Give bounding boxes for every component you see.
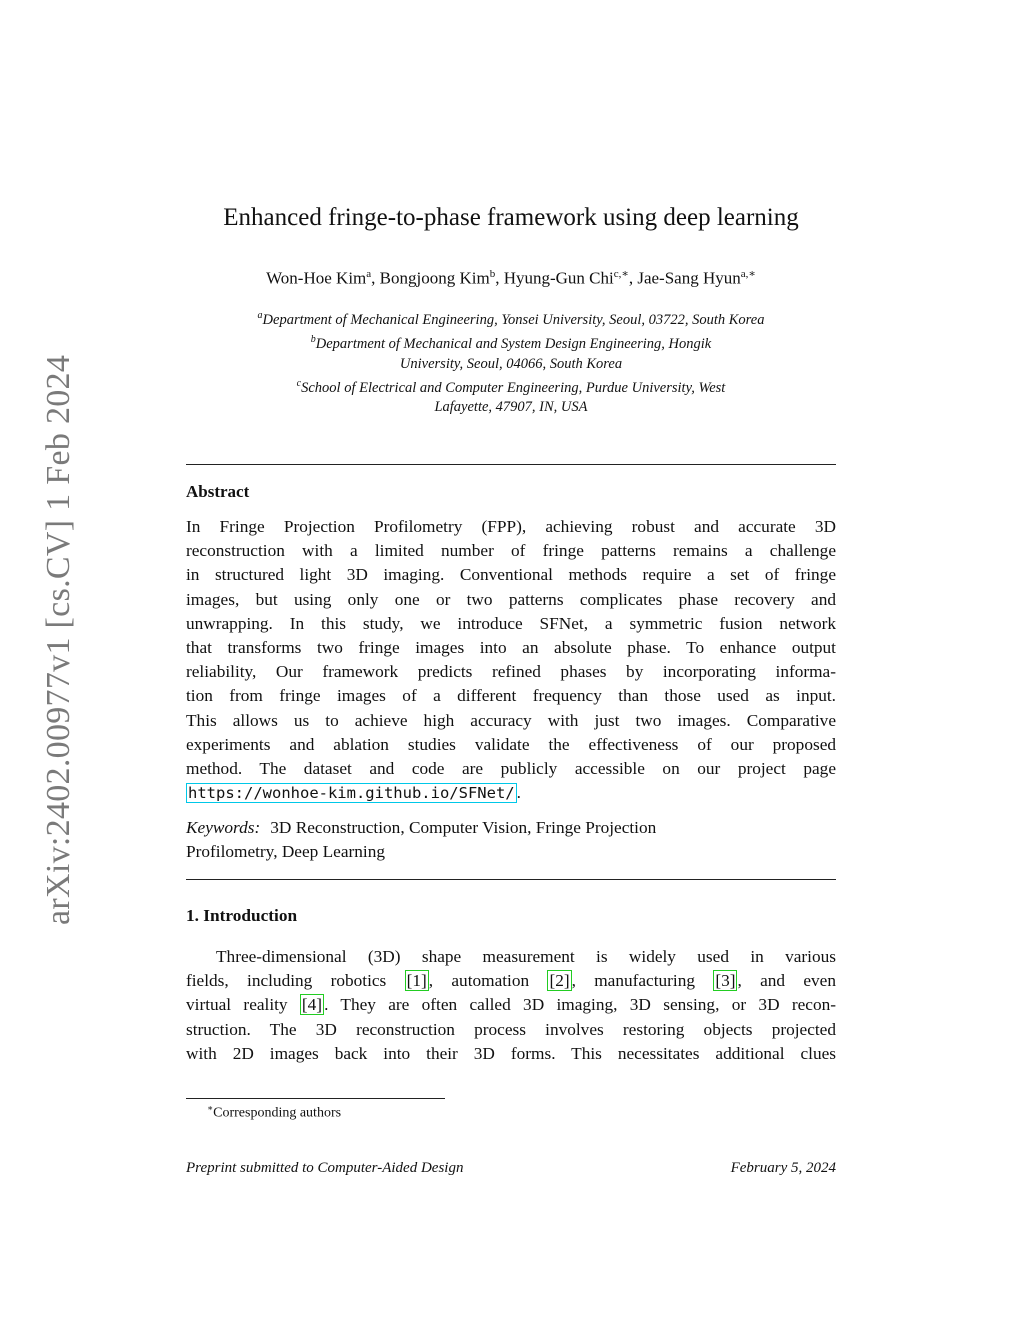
abstract-top-rule [186, 464, 836, 465]
intro-text: virtual reality [186, 995, 300, 1015]
intro-line: with 2D images back into their 3D forms. This necessitates additional clues [186, 1043, 836, 1063]
abstract-line: reliability, Our framework predicts refined phases by incorporating informa- [186, 662, 836, 682]
abstract-line: that transforms two fringe images into an absolute phase. To enhance output [186, 638, 836, 658]
footnote-rule [186, 1098, 445, 1099]
intro-line: Three-dimensional (3D) shape measurement is widely used in various [216, 947, 836, 966]
author-separator: , [495, 268, 504, 288]
affiliation-text: Department of Mechanical and System Design Engineering, Hongik [315, 335, 712, 352]
footer-date: February 5, 2024 [730, 1160, 836, 1176]
intro-text: . They are often called 3D imaging, 3D sensing, or 3D recon- [324, 995, 837, 1015]
abstract-line: experiments and ablation studies validate the effectiveness of our proposed [186, 734, 836, 754]
citation-link[interactable]: [2] [549, 971, 570, 991]
author-name: Bongjoong Kim [379, 268, 490, 288]
author-affiliation-mark: b [489, 268, 496, 280]
author-name: Won-Hoe Kim [266, 268, 367, 288]
affiliation-c [186, 374, 836, 398]
footnote [207, 1103, 341, 1122]
abstract-text [186, 515, 836, 805]
footnote-mark: ∗ [207, 1103, 214, 1113]
introduction-heading: 1. Introduction [186, 906, 298, 925]
abstract-line: reconstruction with a limited number of fringe patterns remains a challenge [186, 541, 836, 561]
affiliation-a [186, 306, 836, 330]
intro-text: , automation [428, 971, 548, 991]
intro-text: , manufacturing [571, 971, 714, 991]
abstract-line: method. The dataset and code are publicly accessible on our project page [186, 759, 836, 779]
abstract-line: tion from fringe images of a different frequency than those used as input. [186, 686, 836, 706]
intro-text: fields, including robotics [186, 971, 405, 991]
author-affiliation-mark: a,∗ [740, 268, 756, 280]
affiliation-b-continued: University, Seoul, 04066, South Korea [399, 355, 623, 372]
footer-journal: Preprint submitted to Computer-Aided Design [186, 1160, 464, 1176]
abstract-line: images, but using only one or two patterns complicates phase recovery and [186, 589, 836, 609]
keywords-label: Keywords: [186, 818, 261, 837]
abstract-url-suffix: . [516, 783, 521, 803]
paper-title: Enhanced fringe-to-phase framework using deep learning [223, 204, 799, 231]
abstract-line: in structured light 3D imaging. Conventional methods require a set of fringe [186, 565, 836, 585]
intro-line: struction. The 3D reconstruction process involves restoring objects projected [186, 1019, 836, 1039]
affiliation-mark: b [310, 333, 316, 345]
introduction-text [186, 945, 836, 1066]
affiliation-c-continued: Lafayette, 47907, IN, USA [434, 399, 588, 416]
abstract-heading: Abstract [186, 482, 250, 501]
author-name: Jae-Sang Hyun [637, 268, 741, 288]
author-affiliation-mark: c,∗ [613, 268, 629, 280]
keywords-line-continued: Profilometry, Deep Learning [186, 842, 385, 862]
affiliation-text: School of Electrical and Computer Engineering, Purdue University, West [301, 379, 726, 396]
citation-link[interactable]: [1] [406, 971, 427, 991]
abstract-line: This allows us to achieve high accuracy with just two images. Comparative [186, 710, 836, 730]
author-list [186, 267, 836, 289]
author-name: Hyung-Gun Chi [503, 268, 614, 288]
keywords-text: 3D Reconstruction, Computer Vision, Fringe Projection [270, 818, 657, 837]
author-separator: , [628, 268, 638, 288]
abstract-url-line [186, 781, 836, 805]
affiliation-mark: a [257, 310, 263, 321]
citation-link[interactable]: [3] [715, 971, 736, 991]
keywords-line [186, 816, 836, 840]
project-page-link[interactable]: https://wonhoe-kim.github.io/SFNet/ [188, 784, 515, 803]
author-affiliation-mark: a [366, 268, 372, 280]
abstract-line: In Fringe Projection Profilometry (FPP), achieving robust and accurate 3D [186, 517, 836, 536]
abstract-line: unwrapping. In this study, we introduce SFNet, a symmetric fusion network [186, 613, 836, 633]
affiliation-text: Department of Mechanical Engineering, Yonsei University, Seoul, 03722, South Korea [262, 311, 765, 328]
affiliation-b [186, 330, 836, 354]
intro-line [186, 993, 836, 1017]
author-separator: , [371, 268, 380, 288]
abstract-bottom-rule [186, 879, 836, 880]
keywords-block [186, 816, 836, 864]
intro-line [186, 969, 836, 993]
footnote-text: Corresponding authors [213, 1105, 342, 1121]
citation-link[interactable]: [4] [301, 995, 323, 1015]
arxiv-identifier: arXiv:2402.00977v1 [cs.CV] 1 Feb 2024 [40, 354, 77, 925]
intro-text: , and even [737, 971, 836, 991]
affiliation-mark: c [296, 377, 302, 389]
affiliation-list [186, 306, 836, 417]
